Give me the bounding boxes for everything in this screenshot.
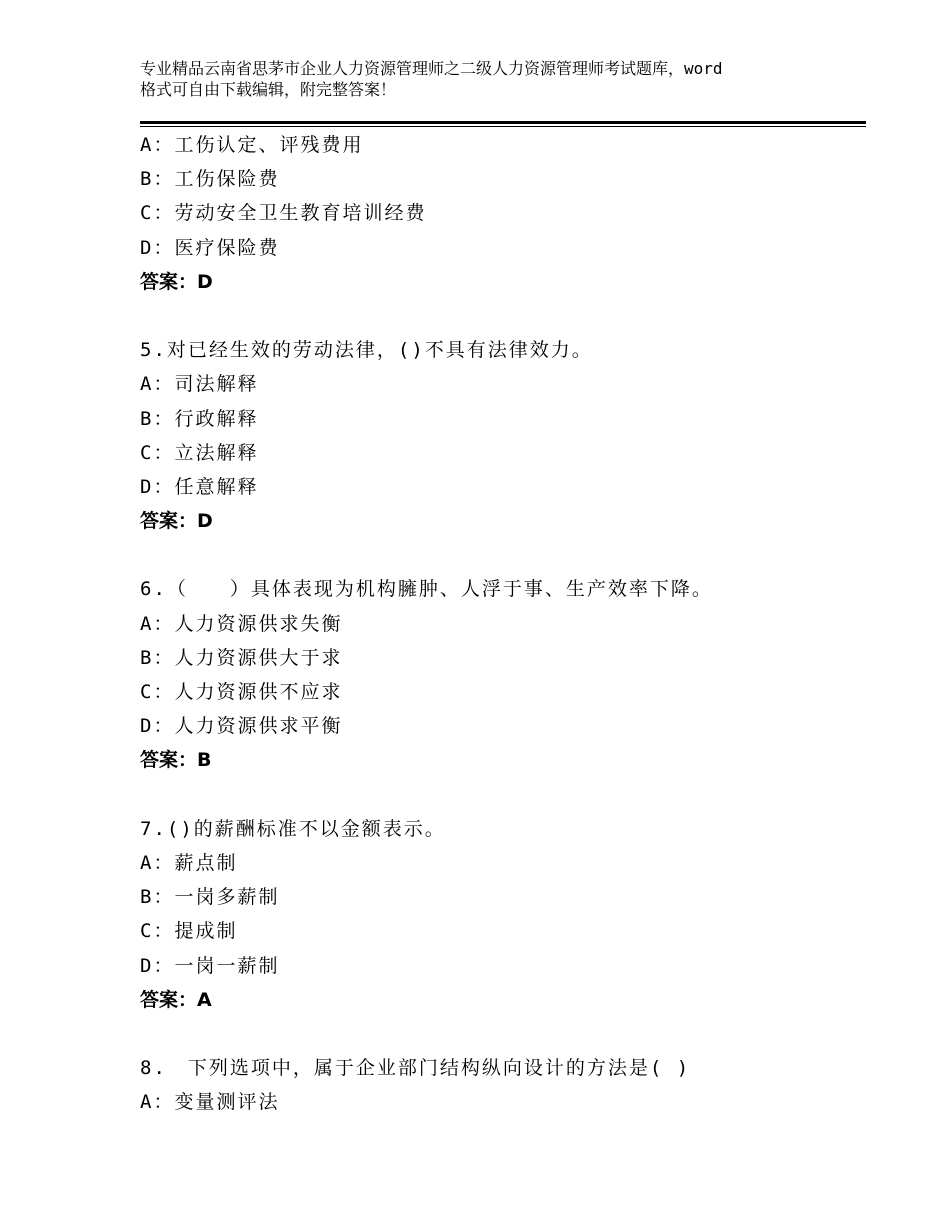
header-title-line-2: 格式可自由下载编辑，附完整答案！ [140, 80, 397, 99]
option-d: D：一岗一薪制 [140, 954, 280, 977]
header-divider-thick [140, 121, 866, 124]
option-a: A：薪点制 [140, 851, 238, 874]
option-c: C：立法解释 [140, 441, 259, 464]
option-d: D：医疗保险费 [140, 236, 280, 259]
option-a: A：人力资源供求失衡 [140, 612, 343, 635]
header-divider-thin [140, 126, 866, 127]
option-c: C：劳动安全卫生教育培训经费 [140, 202, 427, 225]
option-b: B：工伤保险费 [140, 168, 280, 191]
answer-label: 答案：A [140, 988, 212, 1011]
spacer [140, 778, 860, 812]
option-b: B：人力资源供大于求 [140, 646, 343, 669]
option-b: B：行政解释 [140, 407, 259, 430]
spacer [140, 299, 860, 333]
question-7 [140, 812, 860, 1017]
question-8 [140, 1051, 860, 1119]
answer-label: 答案：D [140, 510, 213, 533]
question-6 [140, 572, 860, 777]
option-a: A：变量测评法 [140, 1091, 280, 1114]
answer-label: 答案：B [140, 749, 212, 772]
spacer [140, 538, 860, 572]
question-4-partial [140, 128, 860, 299]
question-list [140, 128, 860, 1119]
option-c: C：提成制 [140, 920, 238, 943]
question-stem: 5.对已经生效的劳动法律，()不具有法律效力。 [140, 339, 593, 362]
question-5 [140, 333, 860, 538]
document-header [140, 58, 840, 100]
option-b: B：一岗多薪制 [140, 886, 280, 909]
option-c: C：人力资源供不应求 [140, 681, 343, 703]
question-stem: 7.()的薪酬标准不以金额表示。 [140, 817, 446, 840]
spacer [140, 1017, 860, 1051]
question-stem: 8. 下列选项中，属于企业部门结构纵向设计的方法是( ) [140, 1057, 691, 1080]
option-d: D：任意解释 [140, 475, 259, 498]
option-a: A：工伤认定、评残费用 [140, 134, 364, 156]
question-stem: 6.（ ）具体表现为机构臃肿、人浮于事、生产效率下降。 [140, 578, 713, 601]
option-a: A：司法解释 [140, 373, 259, 396]
option-d: D：人力资源供求平衡 [140, 715, 343, 738]
header-title-line-1: 专业精品云南省思茅市企业人力资源管理师之二级人力资源管理师考试题库，word [140, 59, 723, 78]
answer-label: 答案：D [140, 270, 213, 293]
